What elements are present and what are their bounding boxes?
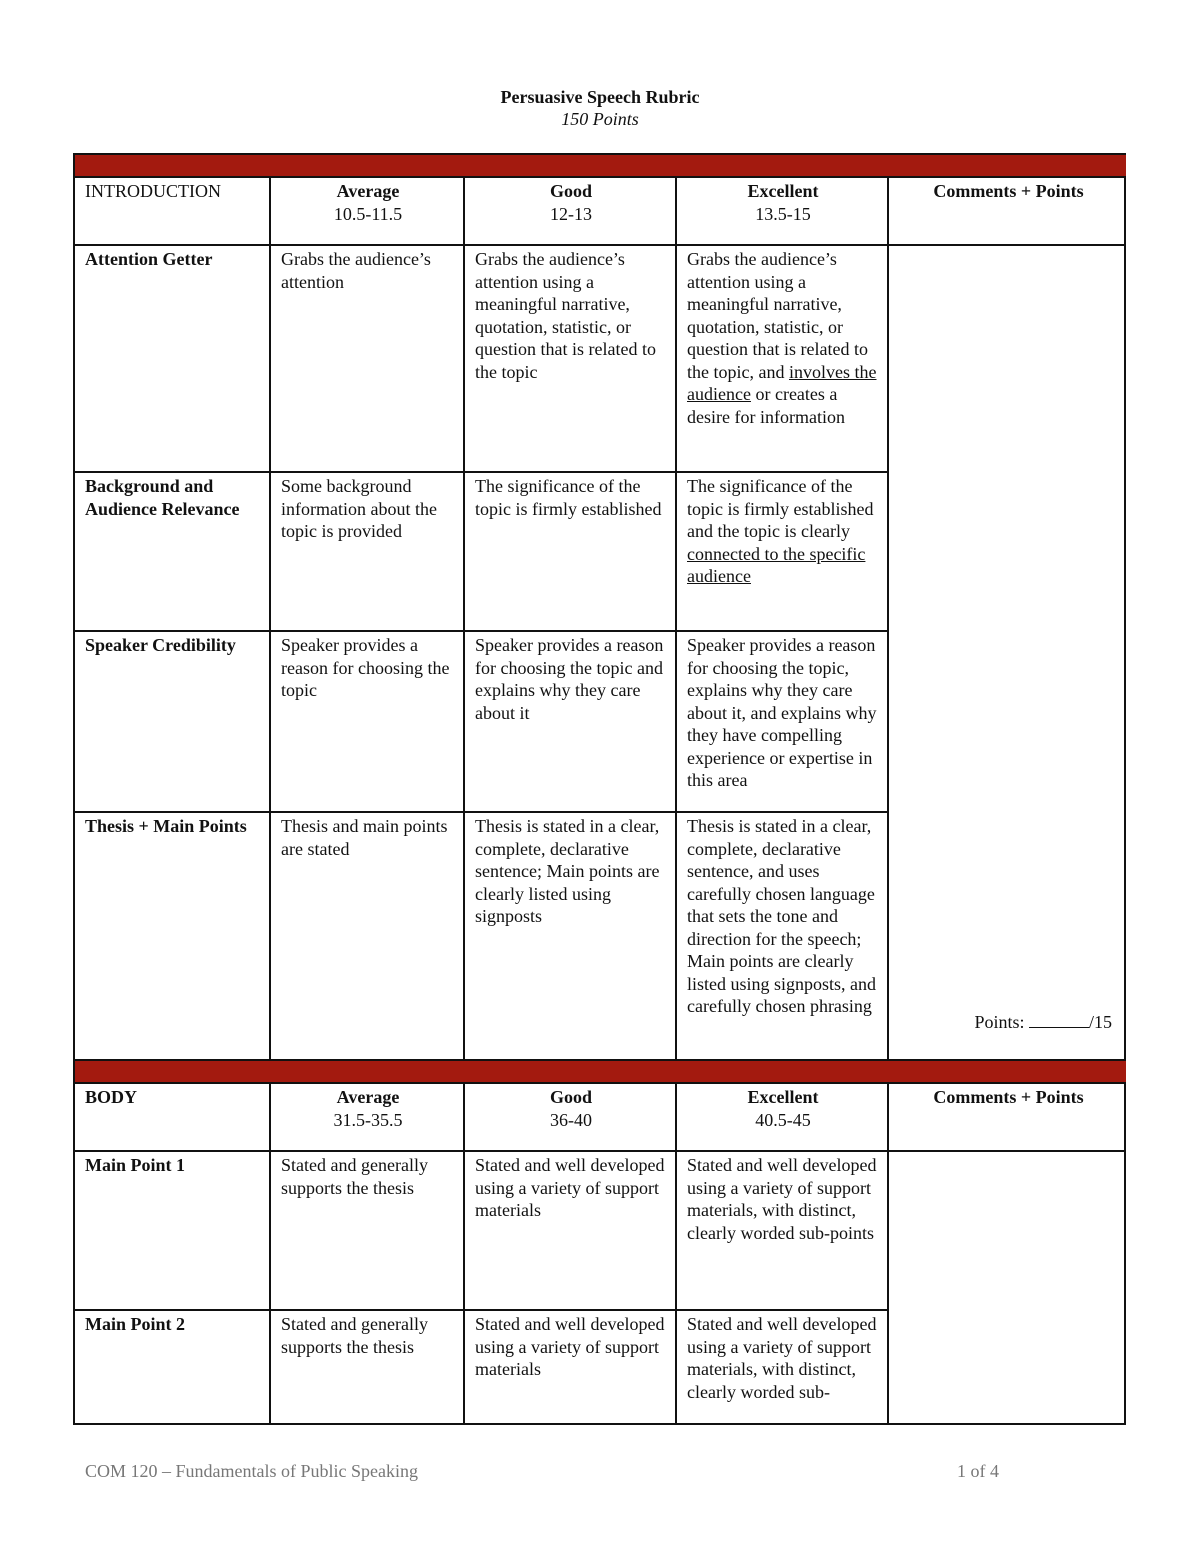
- descriptor-excellent: Stated and well developed using a variety of support materials, with distinct, clearly worded sub-: [675, 1309, 887, 1425]
- level-header-good: [463, 1082, 675, 1150]
- points-total: /15: [1088, 1011, 1112, 1032]
- descriptor-emphasis: connected to the specific audience: [687, 543, 866, 586]
- footer-page-number: 1 of 4: [957, 1461, 999, 1481]
- level-name: Average: [336, 1087, 400, 1107]
- level-header-excellent: [675, 1082, 887, 1150]
- comments-header: [887, 176, 1126, 244]
- comments-header: [887, 1082, 1126, 1150]
- level-range: 13.5-15: [755, 203, 811, 224]
- descriptor-text: or creates a desire for information: [687, 384, 845, 427]
- criterion-background-relevance: Background and Audience Relevance: [73, 471, 269, 630]
- descriptor-excellent: Speaker provides a reason for choosing the topic, explains why they care about it, and explains why they have compelling experience or expertise in this area: [675, 630, 887, 811]
- level-name: Good: [549, 1087, 592, 1107]
- level-range: 40.5-45: [755, 1109, 811, 1130]
- criterion-thesis-main-points: Thesis + Main Points: [73, 811, 269, 1059]
- descriptor-good: Thesis is stated in a clear, complete, declarative sentence; Main points are clearly listed using signposts: [463, 811, 675, 1059]
- level-header-good: [463, 176, 675, 244]
- level-name: Excellent: [747, 1087, 819, 1107]
- level-header-average: [269, 1082, 463, 1150]
- level-name: Excellent: [747, 181, 819, 201]
- descriptor-average: Thesis and main points are stated: [269, 811, 463, 1059]
- points-field: [974, 1011, 1112, 1034]
- criterion-main-point-2: Main Point 2: [73, 1309, 269, 1425]
- rubric-table: [73, 153, 1126, 1425]
- descriptor-excellent: [675, 471, 887, 630]
- descriptor-good: Speaker provides a reason for choosing the topic and explains why they care about it: [463, 630, 675, 811]
- descriptor-good: Grabs the audience’s attention using a meaningful narrative, quotation, statistic, or question that is related to the topic: [463, 244, 675, 471]
- points-label: Points:: [974, 1011, 1025, 1032]
- section-label-body: BODY: [73, 1082, 269, 1150]
- level-name: Average: [336, 181, 400, 201]
- descriptor-average: Some background information about the topic is provided: [269, 471, 463, 630]
- section-label-introduction: INTRODUCTION: [73, 176, 269, 244]
- section-band-body: [73, 1059, 1126, 1082]
- descriptor-text: The significance of the topic is firmly established and the topic is clearly: [687, 476, 874, 541]
- descriptor-excellent: Stated and well developed using a variety of support materials, with distinct, clearly worded sub-points: [675, 1150, 887, 1309]
- document-title: Persuasive Speech Rubric: [500, 87, 700, 107]
- descriptor-average: Speaker provides a reason for choosing the topic: [269, 630, 463, 811]
- level-range: 31.5-35.5: [333, 1109, 403, 1130]
- level-name: Good: [549, 181, 592, 201]
- level-header-excellent: [675, 176, 887, 244]
- criterion-main-point-1: Main Point 1: [73, 1150, 269, 1309]
- comments-header-label: Comments + Points: [933, 1087, 1084, 1107]
- criterion-speaker-credibility: Speaker Credibility: [73, 630, 269, 811]
- descriptor-average: Stated and generally supports the thesis: [269, 1150, 463, 1309]
- comments-points-body[interactable]: [887, 1150, 1126, 1425]
- descriptor-average: Stated and generally supports the thesis: [269, 1309, 463, 1425]
- comments-points-introduction[interactable]: [887, 244, 1126, 1059]
- points-blank[interactable]: [1029, 1012, 1089, 1028]
- section-band-introduction: [73, 153, 1126, 176]
- descriptor-good: Stated and well developed using a variety of support materials: [463, 1309, 675, 1425]
- document-subtitle: 150 Points: [561, 109, 639, 129]
- descriptor-text: Grabs the audience’s attention using a meaningful narrative, quotation, statistic, or question that is related to the topic, and: [687, 249, 868, 382]
- descriptor-average: Grabs the audience’s attention: [269, 244, 463, 471]
- comments-header-label: Comments + Points: [933, 181, 1084, 201]
- level-range: 36-40: [550, 1109, 592, 1130]
- level-header-average: [269, 176, 463, 244]
- footer-course: COM 120 – Fundamentals of Public Speaking: [85, 1461, 418, 1481]
- descriptor-excellent: Thesis is stated in a clear, complete, declarative sentence, and uses carefully chosen language that sets the tone and direction for the speech; Main points are clearly listed using signposts, and carefully chosen phrasing: [675, 811, 887, 1059]
- descriptor-good: Stated and well developed using a variety of support materials: [463, 1150, 675, 1309]
- criterion-attention-getter: Attention Getter: [73, 244, 269, 471]
- level-range: 12-13: [550, 203, 592, 224]
- descriptor-emphasis: involves the audience: [687, 361, 877, 404]
- descriptor-good: The significance of the topic is firmly established: [463, 471, 675, 630]
- descriptor-excellent: [675, 244, 887, 471]
- level-range: 10.5-11.5: [333, 203, 403, 224]
